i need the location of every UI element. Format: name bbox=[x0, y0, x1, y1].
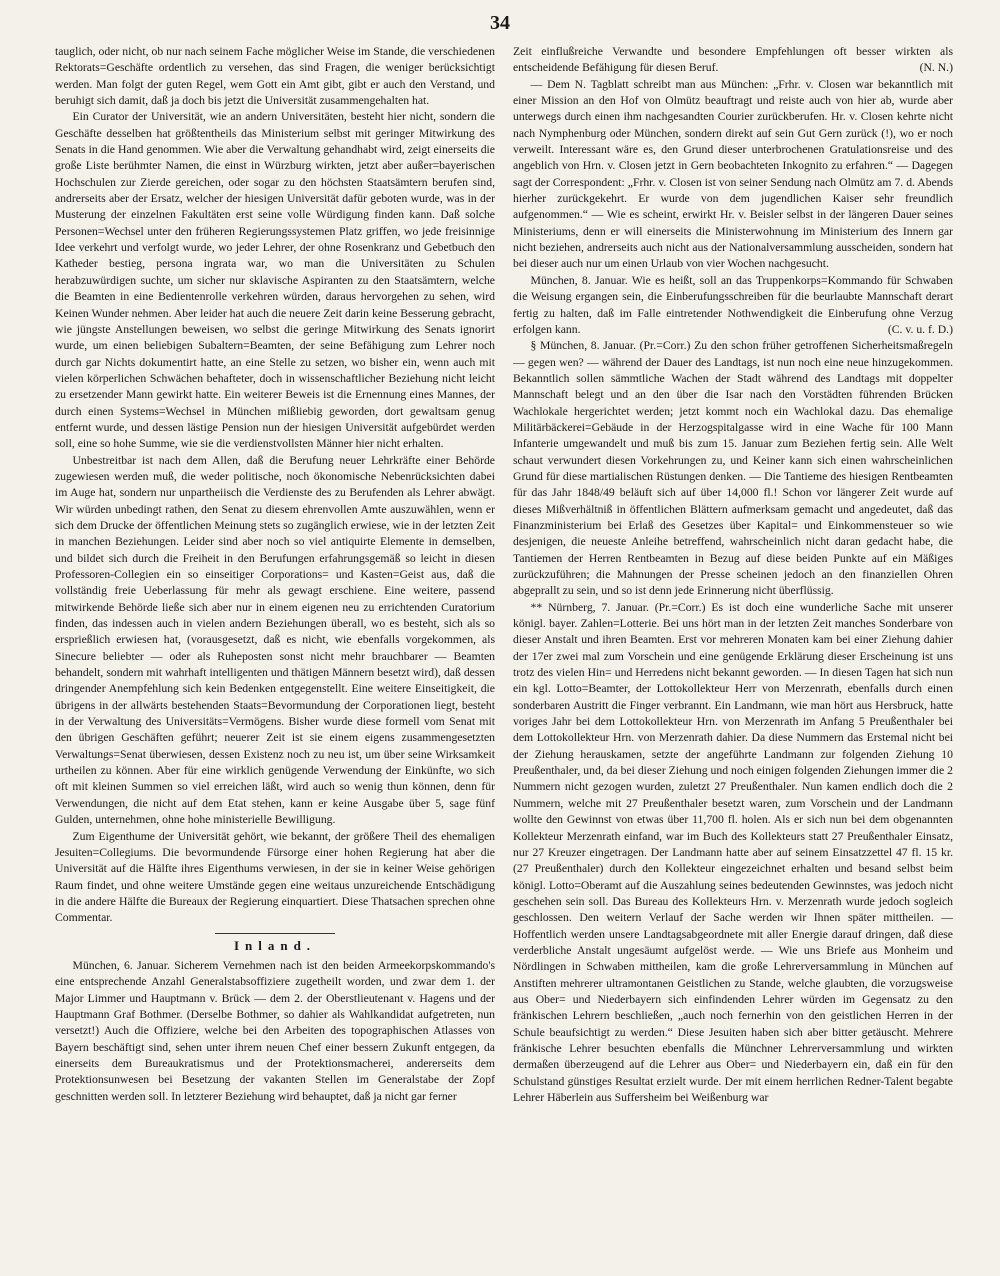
news-item-text: ** Nürnberg, 7. Januar. (Pr.=Corr.) Es ist doch eine wunderliche Sache mit unserer königl. bayer. Zahlen=Lotterie. Bei uns hört man in der letzten Zeit manches Sonderbare von dieser Anstalt und ihren Beamten. Erst vor mehreren Monaten kam bei einer Ziehung dahier der 17er zwei mal zum Vorschein und eine genügende Erklärung dieser Erscheinung ist uns trotz des vielen Hin= und Herredens nicht bekannt geworden. — In diesen Tagen hat sich nun ein kgl. Lotto=Beamter, der Lottokollekteur Herr von Merzenrath, ebenfalls durch einen sonderbaren Austritt die Finger verbrannt. Ein Landmann, wie man hört aus Hersbruck, hatte voriges Jahr bei dem Lottokollekteur Hrn. von Merzenrath im Anfang 5 Preußenthaler bei dem Lottokollekteur Hrn. von Merzenrath dahier. Da diese Nummern das Erstemal nicht bei der Ziehung herauskamen, setzte der angeführte Landmann zur folgenden Ziehung 10 Preußenthaler, und, da bei dieser Ziehung und noch einigen folgenden Ziehungen immer die 2 Nummern nicht gezogen wurden, zuletzt 27 Preußenthaler. Nun kamen endlich doch die 2 Nummern, welche mit 27 Preußenthaler besetzt waren, zum Vorschein und der Landmann wollte den Gewinnst von etwas über 11,700 fl. holen. Als er sich nun bei dem obgenannten Kollekteur Merzenrath einfand, war im Buch des Kollekteurs statt 27 Preußenthaler Einsatz, nur 27 Kreuzer eingetragen. Der Landmann hatte aber auf seinem Einsatzzettel 47 fl. 15 kr. (27 Preußenthaler) durch den Kollekteur eingezeichnet erhalten und besand selbst beim königl. Lotto=Oberamt auf die Auszahlung seines bedeutenden Gewinnstes, was jedoch nicht geschehen sein soll. Das Bureau des Kollekteurs Hrn. v. Merzenrath wurde jedoch sogleich geschlossen. Den weitern Verlauf der Sache werden wir Ihnen später mittheilen. — Hoffentlich werden unsere Landtagsabgeordnete mit aller Energie darauf dringen, daß diese verderbliche Anstalt ungesäumt aufgelöst werde. — Wie uns Briefe aus Monheim und Nördlingen in Schwaben mittheilen, kam die große Lehrerversammlung in München auf Anstiften mehrerer ultramontanen Geistlichen zu Stande, welche glaubten, die vorzugsweise aus Ober= und Niederbayern sich einfindenden Lehrer würden im Gegensatz zu den fränkischen Lehrern beschließen, „auch noch fernerhin von den geistlichen Herren in der Schule beaufsichtigt zu werden.“ Diese Jesuiten haben sich aber bitter getäuscht. Mehrere fränkische Lehrer besuchten ebenfalls die Münchner Lehrerversammlung und wirkten dermaßen überzeugend auf die Lehrer aus Ober= und Niederbayern ein, daß ein für den Schulstand günstiges Resultat erzielt wurde. Der mit einem herrlichen Redner-Talent begabte Lehrer Häberlein aus Suffersheim bei Weißenburg war bbox=[513, 600, 953, 1104]
section-heading-inland: Inland. bbox=[233, 937, 317, 953]
news-item bbox=[513, 338, 953, 600]
news-item-text: — Dem N. Tagblatt schreibt man aus München: „Frhr. v. Closen war bekanntlich mit einer Mission an den Hof von Olmütz beauftragt und reiste auch von hier ab, wurde aber unterwegs durch einen ihm nachgesandten Courier zurückberufen. Hr. v. Closen kehrte nicht nach Nymphenburg oder München, sondern direkt auf sein Gut Gern zurück (!), wo er noch verweilt. Interessant wäre es, den Grund dieser unterbrochenen Gratulationsreise und des angeblich von Hrn. v. Closen jetzt in Gern beobachteten Inkognito zu erfahren.“ — Dagegen sagt der Correspondent: „Frhr. v. Closen ist von seiner Sendung nach Olmütz am 7. d. Abends hierher zurückgekehrt. Er wurde von dem jugendlichen Kaiser sehr freundlich aufgenommen.“ — Wie es scheint, erwirkt Hr. v. Beisler selbst in der längeren Dauer seines Ministeriums, denn er will einerseits die Ministerwohnung im Ministerium des Innern gar nicht beziehen, andrerseits auch nicht aus der Nationalversammlung ausscheiden, sondern hat bei dieser auch nur um einen Urlaub von vier Wochen nachgesucht. bbox=[513, 77, 953, 271]
news-item bbox=[513, 77, 953, 273]
article-paragraph: tauglich, oder nicht, ob nur nach seinem Fache möglicher Weise im Stande, die verschiedenen Rektorats=Geschäfte ordentlich zu versehen, das sind Fragen, die weniger berücksichtigt werden. Man folgt der guten Regel, wem Gott ein Amt gibt, gibt er auch den Verstand, und beruhigt sich damit, daß ja doch bis jetzt die Universität zusammengehalten hat. bbox=[55, 45, 495, 108]
news-item bbox=[513, 44, 953, 77]
right-column bbox=[513, 44, 953, 1268]
article-paragraph: Ein Curator der Universität, wie an andern Universitäten, besteht hier nicht, sondern die Geschäfte desselben hat größtentheils das Ministerium selbst mit geringer Mitwirkung des Senats in die Hand genommen. Wie aber die Verwaltung gehandhabt wird, zeigt einerseits die große Liste berühmter Namen, die einst in Würzburg wirkten, jetzt aber außer=bayerischen Hochschulen zur Zierde gereichen, oder sogar zu den höchsten Staatsämtern berufen sind, andrerseits aber der Ersatz, welcher der hiesigen Universität dafür geboten wurde, was in der Musterung der einzelnen Fakultäten erst seine volle Würdigung finden kann. Daß solche Personen=Wechsel unter den früheren Regierungssystemen Platz griffen, wo jede freisinnige Idee verkehrt und verfolgt wurde, wo jeder Lehrer, der ohne Rosenkranz und Gebetbuch den Katheder bestieg, persona ingrata war, wo man die Universitäten zu Schulen herabzuwürdigen suchte, um sicher nur sklavische Aspiranten zu den Staatsämtern, welche die Beamten in eine Bedientenrolle verkehren würden, daraus hervorgehen zu sehen, wird Keinen Wunder nehmen. Aber leider hat auch die neuere Zeit darin keine Besserung gebracht, wie jüngste Anstellungen beweisen, wo selbst die geringe Mitwirkung des Senats ignorirt wurde, um einen beliebigen Subaltern=Beamten, der seine Befähigung zum Lehrer noch durch gar Nichts dokumentirt hatte, an eine Stelle zu setzen, wo bisher ein, wenn auch mit vielen körperlichen Schwächen behafteter, doch in wissenschaftlicher Beziehung nicht leicht zu ersetzender Mann gewirkt hatte. Ein weiterer Beweis ist die Ernennung eines Mannes, der durch einen Systems=Wechsel in München mißliebig geworden, dort gewaltsam genug entfernt wurde, und dessen lästige Pension nun der hiesigen Universität aufgebürdet werden soll, eine so hohe Summe, wie sie die verdienstvollsten Männer hier nicht erhalten. bbox=[55, 110, 495, 451]
news-item bbox=[513, 600, 953, 1107]
page-number: 34 bbox=[490, 12, 510, 34]
news-item: München, 6. Januar. Sicherem Vernehmen nach ist den beiden Armeekorpskommando's eine entsprechende Anzahl Generalstabsoffiziere zugetheilt worden, und zwar dem 1. der Major Limmer und Hauptmann v. Brück — dem 2. der Oberstlieutenant v. Hagens und der Hauptmann Graf Bothmer. (Derselbe Bothmer, so dahier als Wahlkandidat aufgetreten, nun versetzt!) Auch die Offiziere, welche bei den Arbeiten des topographischen Atlasses von Bayern beschäftigt sind, sehen unter ihrem neuen Chef einer bessern Zukunft entgegen, da einerseits dem Bureaukratismus und der Protektionsmacherei, andererseits dem Protektionsunwesen bei Besetzung der vakanten Stellen im Generalstabe der Zopf geschnitten werden soll. In letzterer Beziehung wird behauptet, daß ja nicht gar ferner bbox=[55, 958, 495, 1103]
news-item-text: München, 8. Januar. Wie es heißt, soll an das Truppenkorps=Kommando für Schwaben die Weisung ergangen sein, die Einberufungsschreiben für die beurlaubte Mannschaft derart fertig zu halten, daß im Falle eintretender Nothwendigkeit die Einberufung ohne Verzug erfolgen kann. bbox=[513, 273, 953, 336]
article-paragraph: Unbestreitbar ist nach dem Allen, daß die Berufung neuer Lehrkräfte einer Behörde zugewiesen werden muß, die weder politische, noch ökonomische Nebenrücksichten dabei im Auge hat, sondern nur unpartheiisch die Verdienste des zu Berufenden als Lehrer abwägt. Wir würden unbedingt rathen, den Senat zu diesem ehrenvollen Amte auszuwählen, wenn er sich dem Drucke der öffentlichen Meinung stets so zugänglich erwiese, wie in der letzten Zeit in manchen Beziehungen. Leider sind aber noch so viel antiquirte Elemente in demselben, und bildet sich durch die Freiheit in den Berufungen erfahrungsgemäß so leicht in diesen Professoren-Collegien ein so einseitiger Corporations= und Kasten=Geist aus, daß die vollständig freie Ueberlassung für mehr als gewagt erschiene. Eine weitere, passend mitwirkende Behörde ließe sich aber nur in einem eigenen neu zu errichtenden Curatorium finden, das indessen auch in vielen andern Beziehungen überall, wo es besteht, sich als so ersprießlich erwiesen hat, (vorausgesetzt, daß es nicht, wie ebenfalls vorgekommen, als Sinecure beliebter — oder als Ruheposten sonst nicht mehr brauchbarer — Beamten behandelt, sondern mit wahrhaft intelligenten und thätigen Männern besetzt wird), daß dessen dringender Anempfehlung sich kein Bedenken entgegenstellt. Eine weitere Einseitigkeit, die übrigens in der allwärts bestehenden Staats=Bevormundung der Corporationen liegt, besteht in der Verwaltung des Universitäts=Vermögens. Bisher wurde diese formell vom Senat mit den übrigen Geschäften geführt; neuerer Zeit ist sie einem eigens zusammengesetzten Verwaltungs=Senat überwiesen, dessen Existenz noch zu neu ist, um über seine Wirksamkeit urtheilen zu können. Aber für eine wirklich genügende Verwendung der Einkünfte, wo sich oft mit kleinen Summen so viel erreichen läßt, wird auch so wenig thun können, denn für Verwendungen, die nicht auf dem Etat stehen, kann er keine Ausgabe über 5, sage fünf Gulden, unternehmen, ohne hohe ministerielle Bewilligung. bbox=[55, 453, 495, 827]
news-source: (N. N.) bbox=[919, 61, 953, 75]
left-column bbox=[55, 44, 495, 1268]
news-item bbox=[513, 273, 953, 338]
section-divider bbox=[215, 933, 335, 934]
news-item-text: § München, 8. Januar. (Pr.=Corr.) Zu den schon früher getroffenen Sicherheitsmaßregeln — gegen wen? — während der Dauer des Landtags, ist nun noch eine neue hinzugekommen. Bekanntlich sollen sämmtliche Wachen der Stadt während des Landtags mit doppelter Mannschaft belegt und an den über die Isar nach den Vorstädten führenden Brücken Wachlokale hergerichtet werden; jetzt kommt noch ein Wachlokal dazu. Das ehemalige Militärbäckerei=Gebäude in der Herzogspitalgasse wird in eine Wache für 100 Mann Infanterie umgewandelt und muß bis zum 15. Januar zum Beziehen fertig sein. Alle Welt schaut verwundert diesen Vorkehrungen zu, und Keiner kann sich einen wahrscheinlichen Grund für diese martialischen Rüstungen denken. — Die Tantieme des hiesigen Rentbeamten für das Jahr 1848/49 beläuft sich auf über 14,000 fl.! Schon vor längerer Zeit wurde auf dieses Mißverhältniß in öffentlichen Blättern aufmerksam gemacht und angedeutet, daß das Finanzministerium bei Erlaß des Gesetzes über Kapital= und Einkommensteuer so wie desjenigen, die neueste Anleihe betreffend, wahrscheinlich nicht daran gedacht habe, die Tantiemen der Herren Rentbeamten in Bezug auf diese beiden Punkte auf ein Mäßiges zurückzuführen; die Mahnungen der Presse scheinen jedoch an den finanziellen Ohren abgeprallt zu sein, und so ist denn jede Erinnerung nicht überflüssig. bbox=[513, 339, 953, 598]
article-paragraph: Zum Eigenthume der Universität gehört, wie bekannt, der größere Theil des ehemaligen Jesuiten=Collegiums. Die bevormundende Fürsorge einer hohen Regierung hat aber die Universität auf die Hälfte ihres Eigenthums verwiesen, in der sie in keiner Weise gehörigen Raum findet, und ohne weitere Umstände gegen eine weitaus unzureichende Entschädigung in die andere Hälfte die Bureaux der Regierung einquartiert. Diese Thatsachen sprechen ohne Commentar. bbox=[55, 829, 495, 925]
news-item-text: Zeit einflußreiche Verwandte und besondere Empfehlungen oft besser wirkten als entscheidende Befähigung für diesen Beruf. bbox=[513, 45, 953, 75]
news-source: (C. v. u. f. D.) bbox=[887, 322, 953, 336]
